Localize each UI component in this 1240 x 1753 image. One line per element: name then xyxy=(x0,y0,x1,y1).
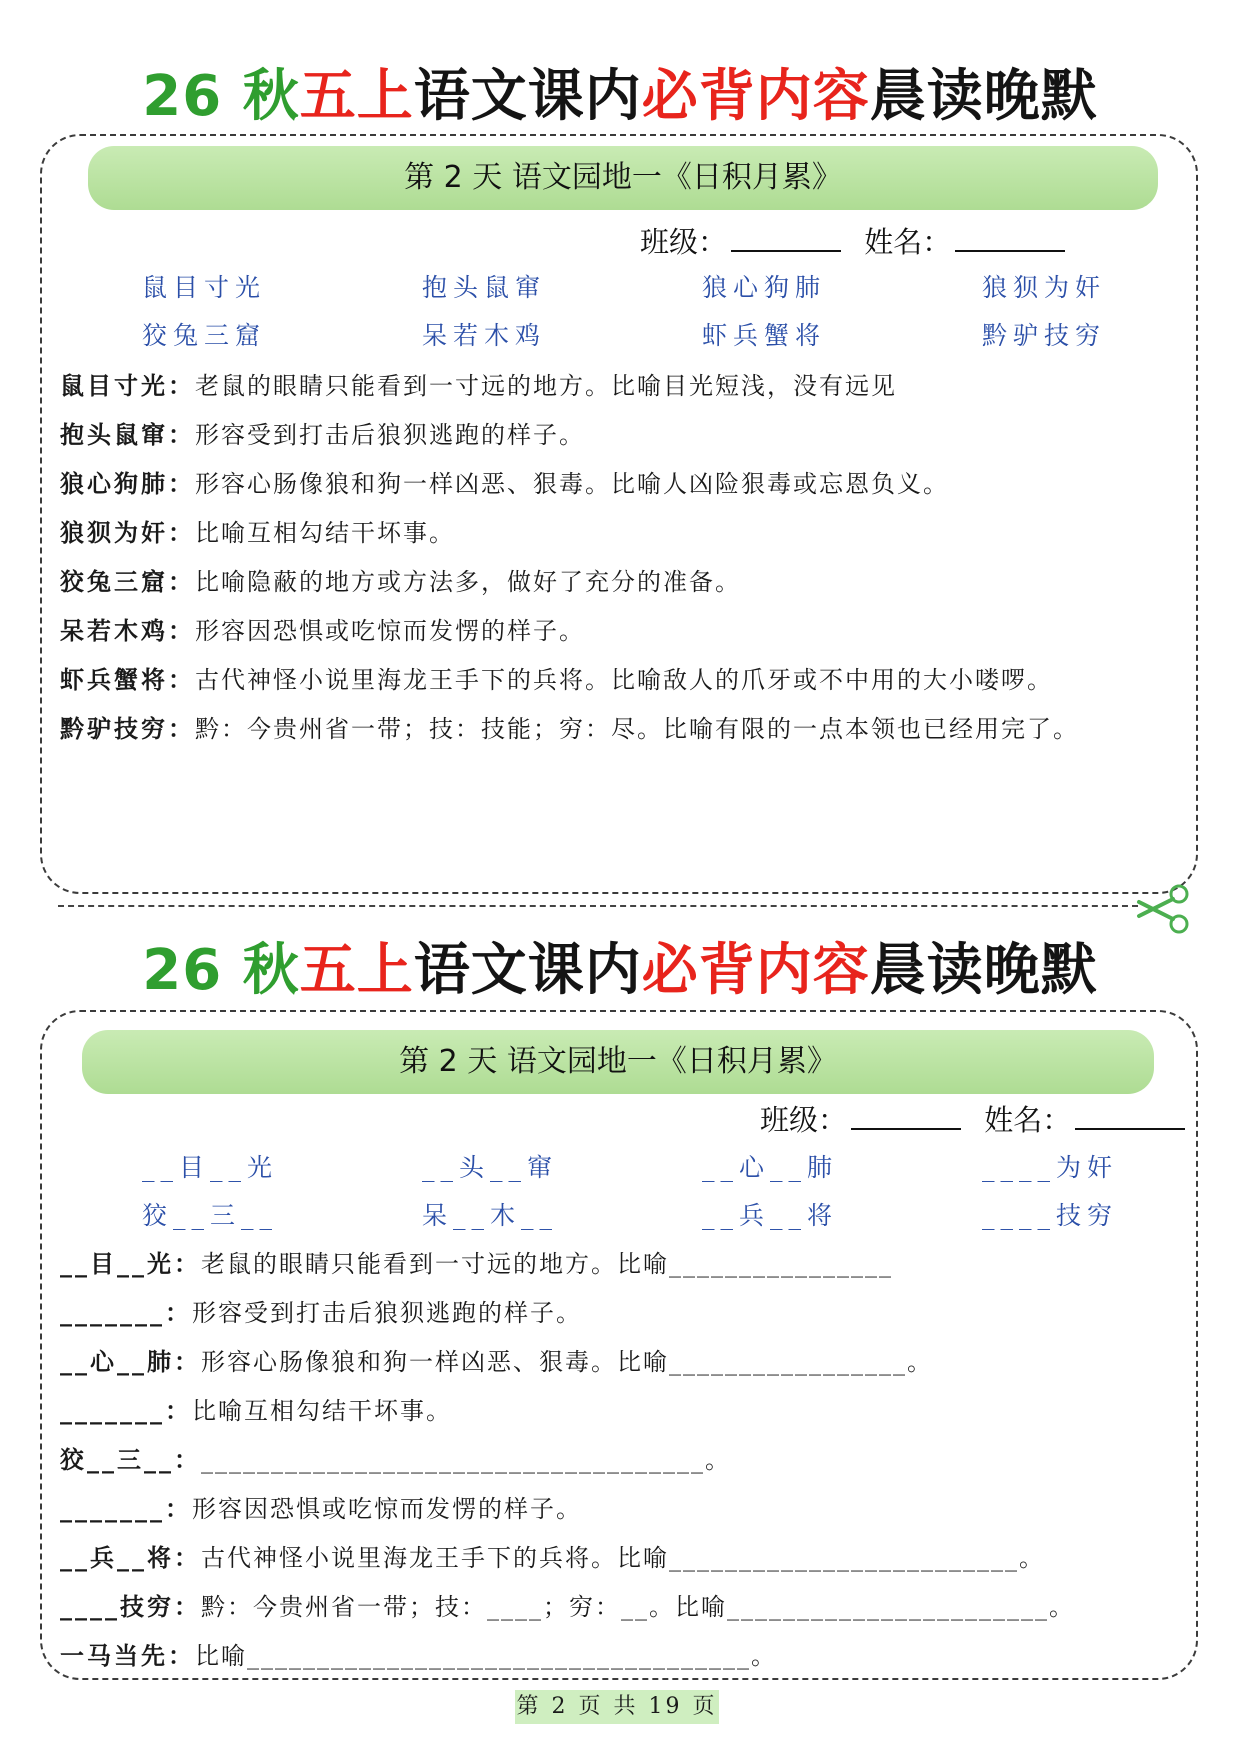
idiom-item: 抱头鼠窜 xyxy=(422,273,547,302)
class-name-fields-top: 班级： 姓名： xyxy=(640,222,1079,262)
definition-row: 狼心狗肺：形容心肠像狼和狗一样凶恶、狠毒。比喻人凶险狠毒或忘恩负义。 xyxy=(60,469,949,498)
idiom-blank-item[interactable]: __心__肺 xyxy=(702,1153,839,1182)
idiom-item: 狡兔三窟 xyxy=(142,321,267,350)
definition-row: 狡兔三窟：比喻隐蔽的地方或方法多，做好了充分的准备。 xyxy=(60,567,741,596)
exercise-row[interactable]: ____技穷：黔：今贵州省一带；技：____；穷：__。比喻_______________________。 xyxy=(60,1592,1075,1621)
definition-row: 狼狈为奸：比喻互相勾结干坏事。 xyxy=(60,518,455,547)
exercise-row[interactable]: __目__光：老鼠的眼睛只能看到一寸远的地方。比喻________________ xyxy=(60,1249,893,1278)
idiom-item: 狼狈为奸 xyxy=(982,273,1107,302)
idiom-blank-item[interactable]: __目__光 xyxy=(142,1153,279,1182)
scissors-icon xyxy=(1135,880,1195,940)
exercise-row[interactable]: __兵__将：古代神怪小说里海龙王手下的兵将。比喻_________________________。 xyxy=(60,1543,1045,1572)
page-title-top: 26 秋五上语文课内必背内容晨读晚默 xyxy=(142,64,1098,129)
definition-row: 呆若木鸡：形容因恐惧或吃惊而发愣的样子。 xyxy=(60,616,585,645)
idiom-blank-item[interactable]: ____为奸 xyxy=(982,1153,1119,1182)
definition-row: 抱头鼠窜：形容受到打击后狼狈逃跑的样子。 xyxy=(60,420,585,449)
idiom-blank-item[interactable]: __兵__将 xyxy=(702,1201,839,1230)
idiom-blank-item[interactable]: __头__窜 xyxy=(422,1153,559,1182)
definition-row: 鼠目寸光：老鼠的眼睛只能看到一寸远的地方。比喻目光短浅，没有远见 xyxy=(60,371,897,400)
exercise-row[interactable]: __心__肺：形容心肠像狼和狗一样凶恶、狠毒。比喻_________________。 xyxy=(60,1347,933,1376)
exercise-row[interactable]: _______：形容因恐惧或吃惊而发愣的样子。 xyxy=(60,1494,582,1523)
class-blank[interactable] xyxy=(851,1102,961,1130)
exercise-row[interactable]: _______：形容受到打击后狼狈逃跑的样子。 xyxy=(60,1298,582,1327)
idiom-item: 狼心狗肺 xyxy=(702,273,827,302)
day-banner-bottom: 第 2 天 语文园地一《日积月累》 xyxy=(82,1030,1154,1094)
definition-row: 黔驴技穷：黔：今贵州省一带；技：技能；穷：尽。比喻有限的一点本领也已经用完了。 xyxy=(60,714,1079,743)
class-blank[interactable] xyxy=(731,224,841,252)
idiom-blank-item[interactable]: 呆__木__ xyxy=(422,1201,559,1230)
idiom-item: 虾兵蟹将 xyxy=(702,321,827,350)
idiom-blank-item[interactable]: ____技穷 xyxy=(982,1201,1119,1230)
page-title-bottom: 26 秋五上语文课内必背内容晨读晚默 xyxy=(142,938,1098,1003)
idiom-item: 黔驴技穷 xyxy=(982,321,1107,350)
class-name-fields-bottom: 班级： 姓名： xyxy=(760,1100,1199,1140)
page-number: 第 2 页 共 19 页 xyxy=(515,1690,719,1724)
exercise-row[interactable]: 一马当先：比喻____________________________________。 xyxy=(60,1641,777,1670)
name-blank[interactable] xyxy=(955,224,1065,252)
idiom-blank-item[interactable]: 狡__三__ xyxy=(142,1201,279,1230)
idiom-item: 呆若木鸡 xyxy=(422,321,547,350)
exercise-row[interactable]: _______：比喻互相勾结干坏事。 xyxy=(60,1396,452,1425)
day-banner-top: 第 2 天 语文园地一《日积月累》 xyxy=(88,146,1158,210)
definition-row: 虾兵蟹将：古代神怪小说里海龙王手下的兵将。比喻敌人的爪牙或不中用的大小喽啰。 xyxy=(60,665,1053,694)
exercise-row[interactable]: 狡__三__：____________________________________。 xyxy=(60,1445,731,1474)
idiom-item: 鼠目寸光 xyxy=(142,273,267,302)
name-blank[interactable] xyxy=(1075,1102,1185,1130)
cut-line xyxy=(58,905,1138,907)
